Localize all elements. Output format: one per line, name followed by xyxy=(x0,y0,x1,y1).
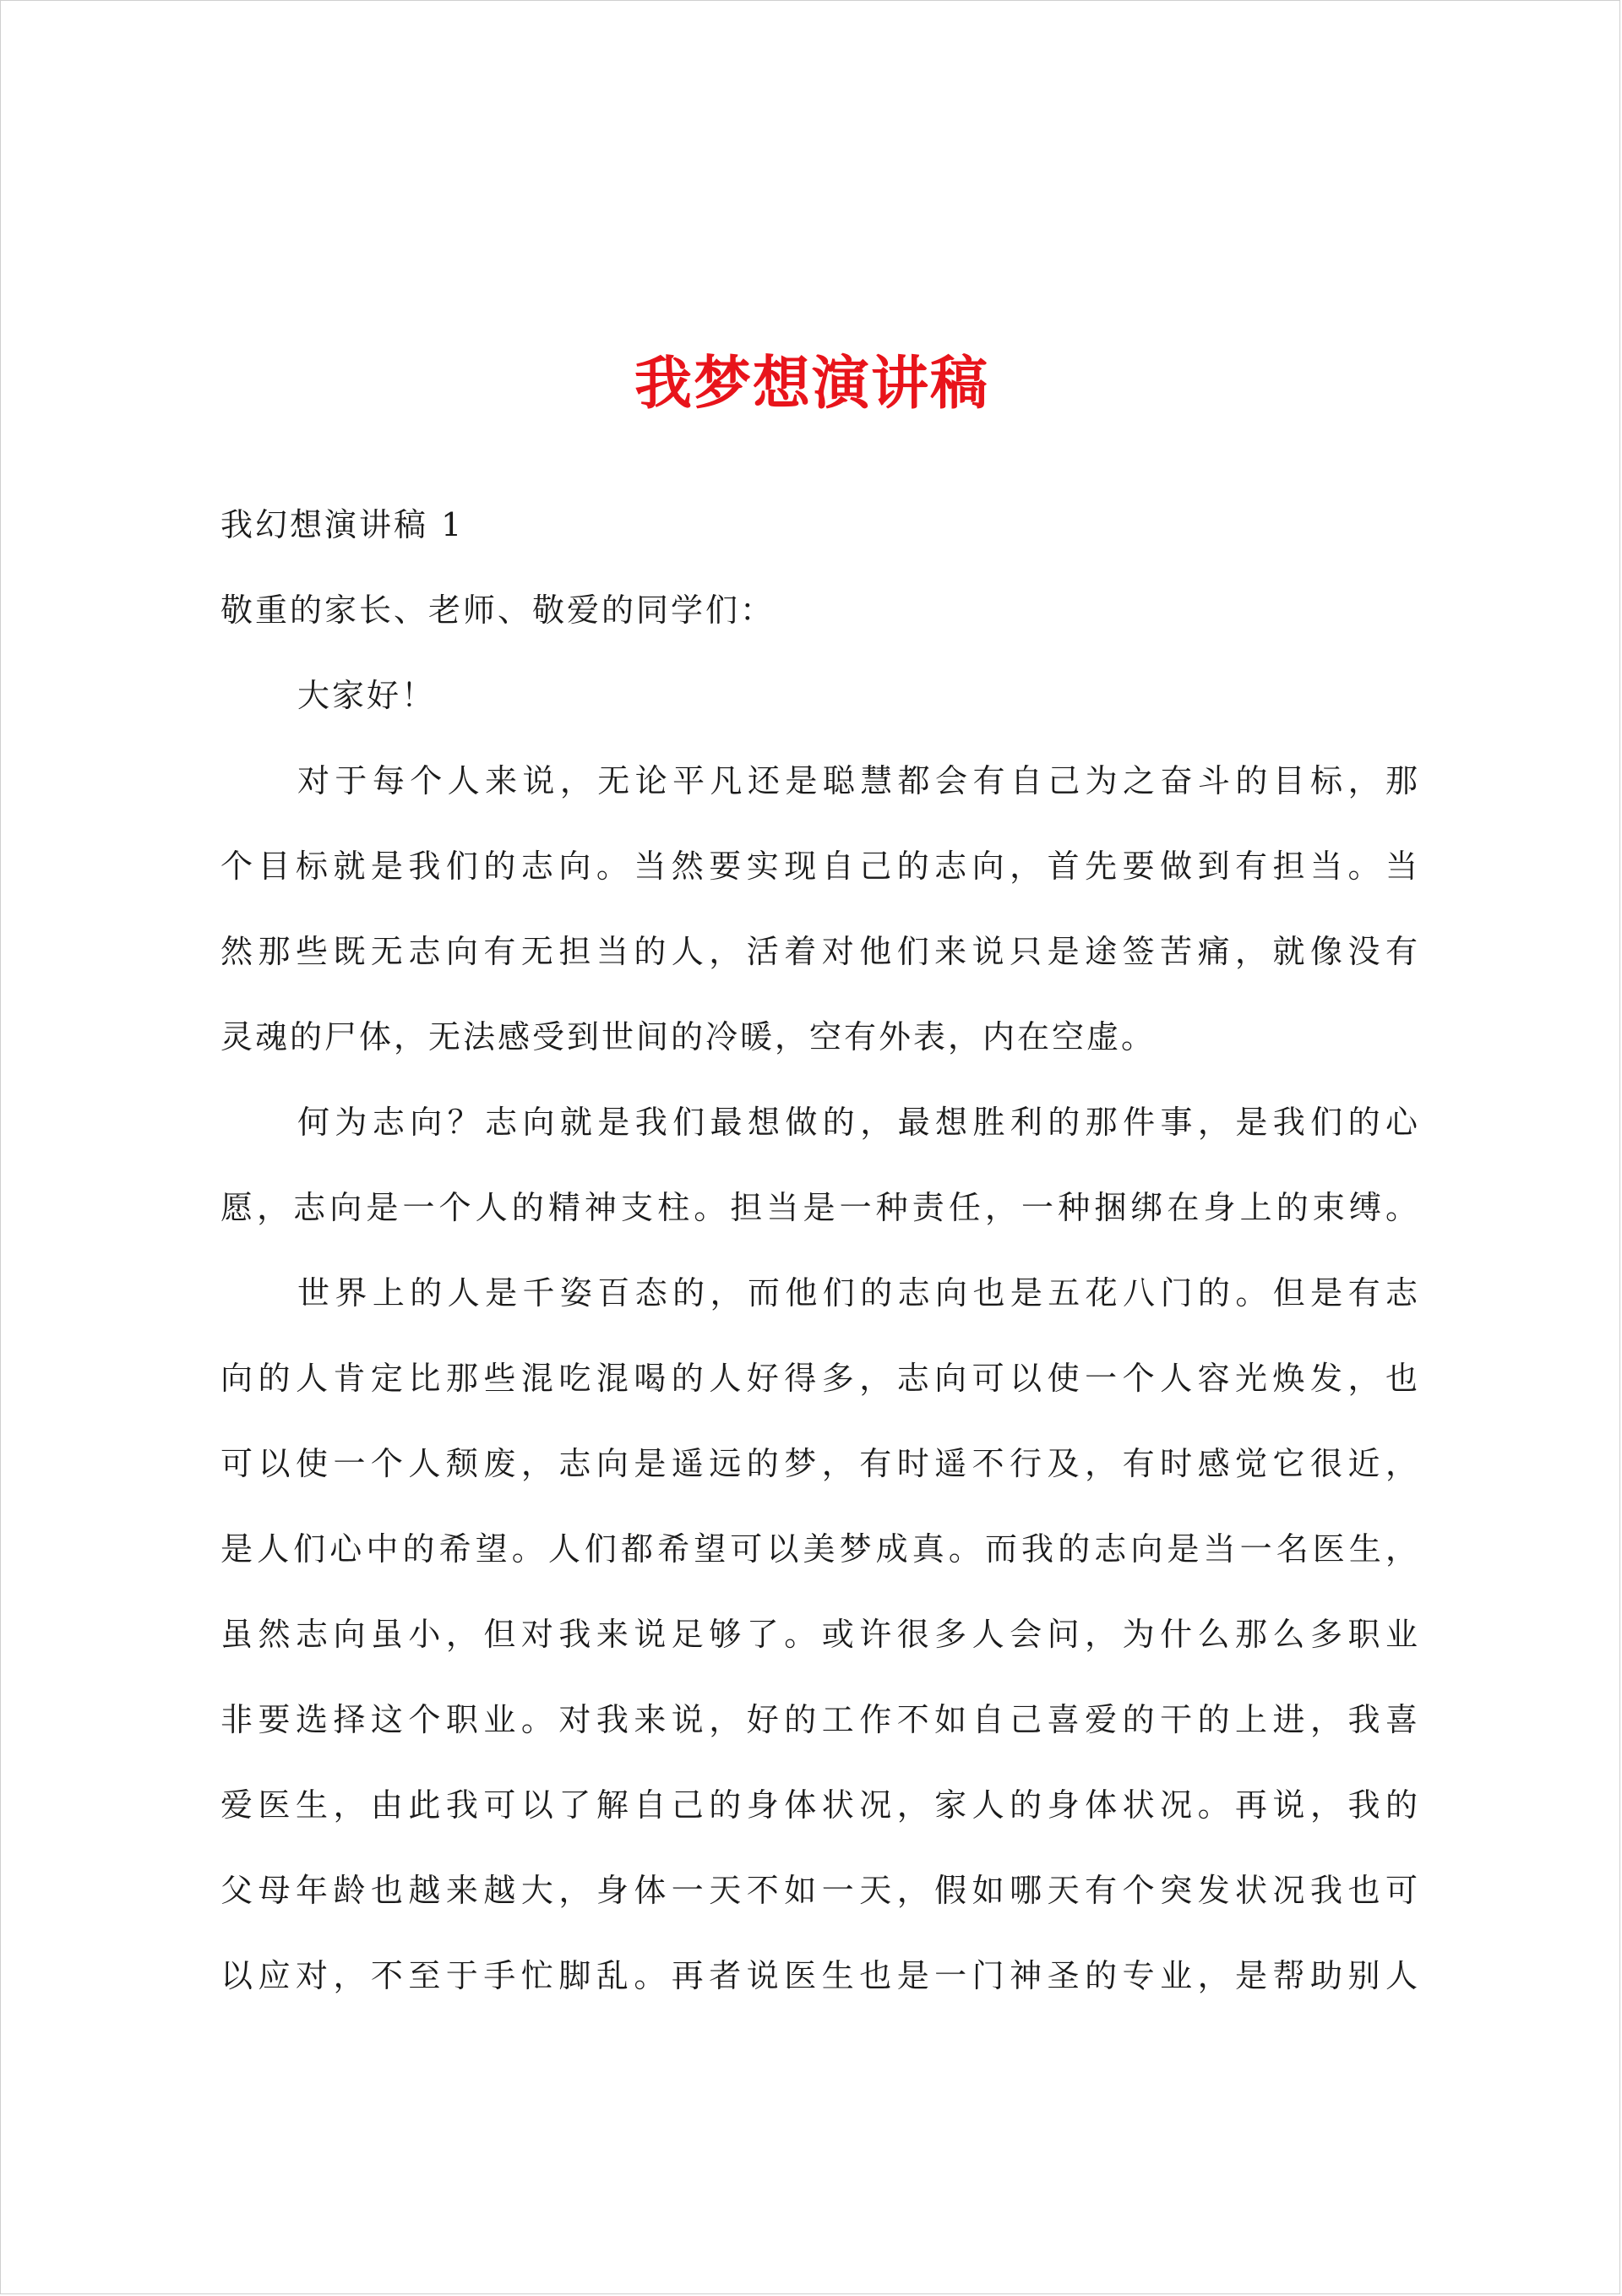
document-title: 我梦想演讲稿 xyxy=(634,350,989,417)
paragraph-line: 愿，志向是一个人的精神支柱。担当是一种责任，一种捆绑在身上的束缚。 xyxy=(220,1189,1420,1226)
paragraph-line: 是人们心中的希望。人们都希望可以美梦成真。而我的志向是当一名医生， xyxy=(220,1530,1420,1568)
paragraph-line: 向的人肯定比那些混吃混喝的人好得多，志向可以使一个人容光焕发，也 xyxy=(220,1360,1420,1397)
paragraph-line: 灵魂的尸体，无法感受到世间的冷暖，空有外表，内在空虚。 xyxy=(220,1018,1157,1055)
paragraph-line: 爱医生，由此我可以了解自己的身体状况，家人的身体状况。再说，我的 xyxy=(220,1786,1420,1824)
greeting: 大家好！ xyxy=(297,677,437,714)
paragraph-line: 何为志向？志向就是我们最想做的，最想胜利的那件事，是我们的心 xyxy=(297,1104,1420,1141)
paragraph-line: 虽然志向虽小，但对我来说足够了。或许很多人会问，为什么那么多职业 xyxy=(220,1616,1420,1653)
paragraph-line: 可以使一个人颓废，志向是遥远的梦，有时遥不行及，有时感觉它很近， xyxy=(220,1445,1420,1482)
salutation: 敬重的家长、老师、敬爱的同学们： xyxy=(220,592,776,629)
paragraph-line: 非要选择这个职业。对我来说，好的工作不如自己喜爱的干的上进，我喜 xyxy=(220,1701,1420,1738)
paragraph-line: 世界上的人是千姿百态的，而他们的志向也是五花八门的。但是有志 xyxy=(297,1274,1420,1312)
paragraph-line: 然那些既无志向有无担当的人，活着对他们来说只是途签苦痛，就像没有 xyxy=(220,933,1420,970)
paragraph-line: 个目标就是我们的志向。当然要实现自己的志向，首先要做到有担当。当 xyxy=(220,848,1420,885)
paragraph-line: 父母年龄也越来越大，身体一天不如一天，假如哪天有个突发状况我也可 xyxy=(220,1872,1420,1909)
document-body xyxy=(220,483,1420,2019)
paragraph-line: 以应对，不至于手忙脚乱。再者说医生也是一门神圣的专业，是帮助别人 xyxy=(220,1957,1420,1994)
document-heading: 我幻想演讲稿 1 xyxy=(220,506,465,543)
paragraph-line: 对于每个人来说，无论平凡还是聪慧都会有自己为之奋斗的目标，那 xyxy=(297,762,1420,799)
